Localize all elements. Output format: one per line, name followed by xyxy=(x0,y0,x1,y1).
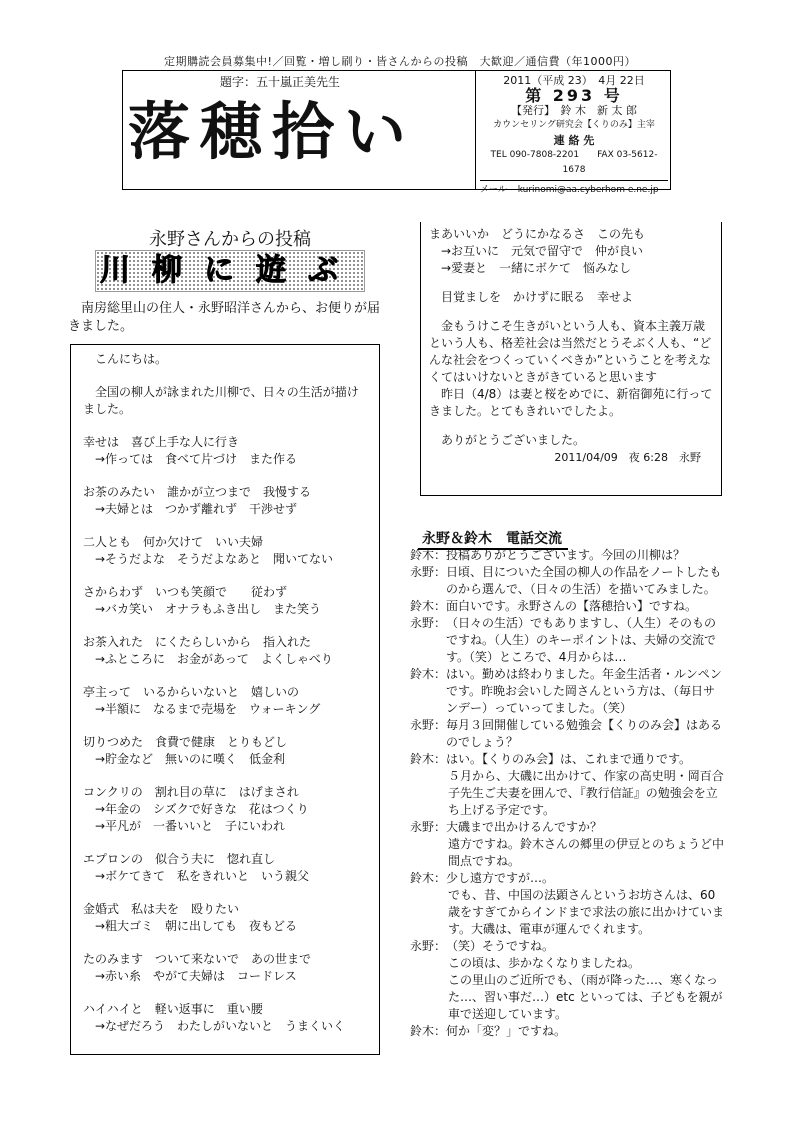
speaker-label: 鈴木： xyxy=(410,667,447,681)
poem-line: →愛妻と 一緒にボケて 悩みなし xyxy=(429,261,632,275)
contact-label: 連 絡 先 xyxy=(553,134,595,147)
letter-lead: 全国の柳人が詠まれた川柳で、日々の生活が描けました。 xyxy=(83,385,359,416)
senryu-line: お茶入れた にくたらしいから 指入れた xyxy=(83,635,312,649)
publisher: 【発行】 鈴 木 新 太 郎 xyxy=(511,104,637,117)
senryu-block xyxy=(83,1001,369,1035)
senryu-line: →ボケてきて 私をきれいと いう親父 xyxy=(83,869,310,883)
dialogue-text: この頃は、歩かなくなりましたね。 xyxy=(448,956,641,970)
senryu-block xyxy=(83,634,369,668)
senryu-block xyxy=(83,434,369,468)
poem-line: まあいいか どうにかなるさ この先も xyxy=(429,227,646,241)
dialogue-text: 投稿ありがとうございます。今回の川柳は？ xyxy=(446,548,686,562)
senryu-line: コンクリの 割れ目の草に はげまされ xyxy=(83,785,299,799)
letter-paragraph: 昨日（4/8）は妻と桜をめでに、新宿御苑に行ってきました。とてもきれいでしたよ。 xyxy=(429,387,713,418)
senryu-line: →貯金など 無いのに嘆く 低金利 xyxy=(83,752,286,766)
dialogue-turn xyxy=(410,751,726,768)
mail-label: メール xyxy=(480,185,507,195)
speaker-label: 永野： xyxy=(410,718,447,732)
poem-continuation xyxy=(429,226,713,277)
masthead-title: 落穂拾い xyxy=(128,95,417,168)
dialogue-text: 遠方ですね。鈴木さんの郷里の伊豆とのちょうど中間点ですね。 xyxy=(448,837,725,868)
letter-continuation-box xyxy=(420,222,722,496)
issue-number: 第 293 号 xyxy=(525,86,623,105)
issue-date: 2011（平成 23） 4月 22日 xyxy=(503,74,645,87)
senryu-line: 幸せは 喜び上手な人に行き xyxy=(83,435,240,449)
senryu-block xyxy=(83,734,369,768)
letter-signature: 2011/04/09 夜 6:28 永野 xyxy=(554,451,701,464)
letter-greeting: こんにちは。 xyxy=(95,352,168,366)
dialogue-text: はい。勤めは終わりました。年金生活者・ルンペンです。昨晩お会いした岡さんという方は、（毎日サンデー）っていってました。（笑） xyxy=(446,667,722,715)
senryu-line: →ふところに お金があって よくしゃべり xyxy=(83,652,333,666)
senryu-line: →赤い糸 やがて夫婦は コードレス xyxy=(83,969,297,983)
dialogue-text: はい。【くりのみ会】は、これまで通りです。 xyxy=(446,752,692,766)
senryu-line: →平凡が 一番いいと 子にいわれ xyxy=(83,819,286,833)
senryu-block xyxy=(83,851,369,885)
dialogue-turn xyxy=(410,938,726,955)
senryu-line: エプロンの 似合う夫に 惚れ直し xyxy=(83,852,276,866)
phone-talk-heading: 永野＆鈴木 電話交流 xyxy=(418,528,568,550)
dialogue-text: 毎月３回開催している勉強会【くりのみ会】はあるのでしょう？ xyxy=(446,718,723,749)
speaker-label: 鈴木： xyxy=(410,548,447,562)
senryu-list xyxy=(83,434,369,1035)
senryu-block xyxy=(83,901,369,935)
dialogue-text: この里山のご近所でも、（雨が降った…、寒くなった…、習い事だ…）etc といっては、子どもを親が車で送迎しています。 xyxy=(448,973,723,1021)
senryu-line: →半額に なるまで売場を ウォーキング xyxy=(83,702,321,716)
dialogue-text: 面白いです。永野さんの【落穂拾い】ですね。 xyxy=(446,599,698,613)
speaker-label: 鈴木： xyxy=(410,871,447,885)
poem-sleep: 目覚ましを かけずに眠る 幸せよ xyxy=(441,290,634,304)
senryu-line: たのみます ついて来ないで あの世まで xyxy=(83,952,312,966)
tel-fax: TEL 090-7808-2201 FAX 03-5612-1678 xyxy=(490,150,658,175)
dialogue-turn xyxy=(410,547,726,564)
senryu-line: →作っては 食べて片づけ また作る xyxy=(83,452,298,466)
letter-box xyxy=(70,344,380,1055)
article-intro: 南房総里山の住人・永野昭洋さんから、お便りが届きました。 xyxy=(68,301,381,334)
senryu-block xyxy=(83,784,369,835)
dialogue-text: （日々の生活）でもありますし、（人生）そのものですね。（人生）のキーポイントは、夫婦の交流です。（笑）ところで、4月からは… xyxy=(446,616,717,664)
speaker-label: 永野： xyxy=(410,616,447,630)
mail-address[interactable]: kurinomi@aa.cyberhom e.ne.jp xyxy=(517,185,659,195)
letter-paragraph: 金もうけこそ生きがいという人も、資本主義万歳という人も、格差社会は当然だとうそぶく人も、“どんな社会をつくっていくべきか”ということを考えなくてはいけないときがきていると思います xyxy=(429,319,712,384)
senryu-line: →そうだよな そうだよなあと 聞いてない xyxy=(83,552,334,566)
senryu-line: 亭主って いるからいないと 嬉しいの xyxy=(83,685,300,699)
senryu-line: 金婚式 私は夫を 殴りたい xyxy=(83,902,240,916)
dialogue-turn xyxy=(410,615,726,666)
senryu-line: ハイハイと 軽い返事に 重い腰 xyxy=(83,1002,263,1016)
speaker-label: 鈴木： xyxy=(410,1024,447,1038)
phone-talk xyxy=(410,547,726,1040)
article-heading: 永野さんからの投稿 xyxy=(149,229,311,250)
senryu-line: 切りつめた 食費で健康 とりもどし xyxy=(83,735,288,749)
senryu-block xyxy=(83,584,369,618)
dialogue-text: （笑）そうですね。 xyxy=(446,939,555,953)
senryu-line: →なぜだろう わたしがいないと うまくいく xyxy=(83,1019,346,1033)
dialogue-turn xyxy=(410,717,726,751)
speaker-label: 永野： xyxy=(410,939,447,953)
dialogue-turn xyxy=(410,819,726,836)
dialogue-turn xyxy=(410,598,726,615)
dialogue-turn xyxy=(410,666,726,717)
speaker-label: 永野： xyxy=(410,820,447,834)
dialogue-text: でも、昔、中国の法顕さんというお坊さんは、60歳をすぎてからインドまで求法の旅に出かけています。大磯は、電車が運んでくれます。 xyxy=(448,888,725,936)
senryu-line: →バカ笑い オナラもふき出し また笑う xyxy=(83,602,322,616)
senryu-block xyxy=(83,484,369,518)
poem-line: →お互いに 元気で留守で 仲が良い xyxy=(429,244,644,258)
letter-thanks: ありがとうございました。 xyxy=(441,433,586,447)
speaker-label: 鈴木： xyxy=(410,599,447,613)
senryu-line: さからわず いつも笑顔で 従わず xyxy=(83,585,288,599)
masthead-divider xyxy=(475,70,476,190)
senryu-line: →夫婦とは つかず離れず 干渉せず xyxy=(83,502,298,516)
dialogue-turn xyxy=(410,564,726,598)
senryu-line: →粗大ゴミ 朝に出しても 夜もどる xyxy=(83,919,298,933)
senryu-block xyxy=(83,951,369,985)
speaker-label: 鈴木： xyxy=(410,752,447,766)
senryu-line: お茶のみたい 誰かが立つまで 我慢する xyxy=(83,485,312,499)
dialogue-text: ５月から、大磯に出かけて、作家の高史明・岡百合子先生ご夫妻を囲んで、『教行信証』の勉強会を立ち上げる予定です。 xyxy=(448,769,724,817)
dialogue-text: 日頃、目についた全国の柳人の作品をノートしたものから選んで、（日々の生活）を描いてみました。 xyxy=(446,565,722,596)
organization: カウンセリング研究会【くりのみ】主宰 xyxy=(493,120,655,130)
senryu-banner: 川柳に遊ぶ xyxy=(95,250,365,292)
dialogue-text: 何か「変？」ですね。 xyxy=(446,1024,567,1038)
senryu-line: →年金の シズクで好きな 花はつくり xyxy=(83,802,309,816)
masthead-info xyxy=(480,73,668,198)
mail-row xyxy=(480,180,668,198)
dialogue-text: 大磯まで出かけるんですか？ xyxy=(446,820,603,834)
title-credit: 題字：五十嵐正美先生 xyxy=(220,75,341,89)
dialogue-turn xyxy=(410,870,726,887)
senryu-line: 二人とも 何か欠けて いい夫婦 xyxy=(83,535,264,549)
senryu-block xyxy=(83,684,369,718)
dialogue-turn xyxy=(410,1023,726,1040)
senryu-block xyxy=(83,534,369,568)
speaker-label: 永野： xyxy=(410,565,447,579)
dialogue-text: 少し遠方ですが…。 xyxy=(446,871,555,885)
header-top-line: 定期購読会員募集中!／回覧・増し刷り・皆さんからの投稿 大歓迎／通信費（年1000円） xyxy=(164,55,636,68)
